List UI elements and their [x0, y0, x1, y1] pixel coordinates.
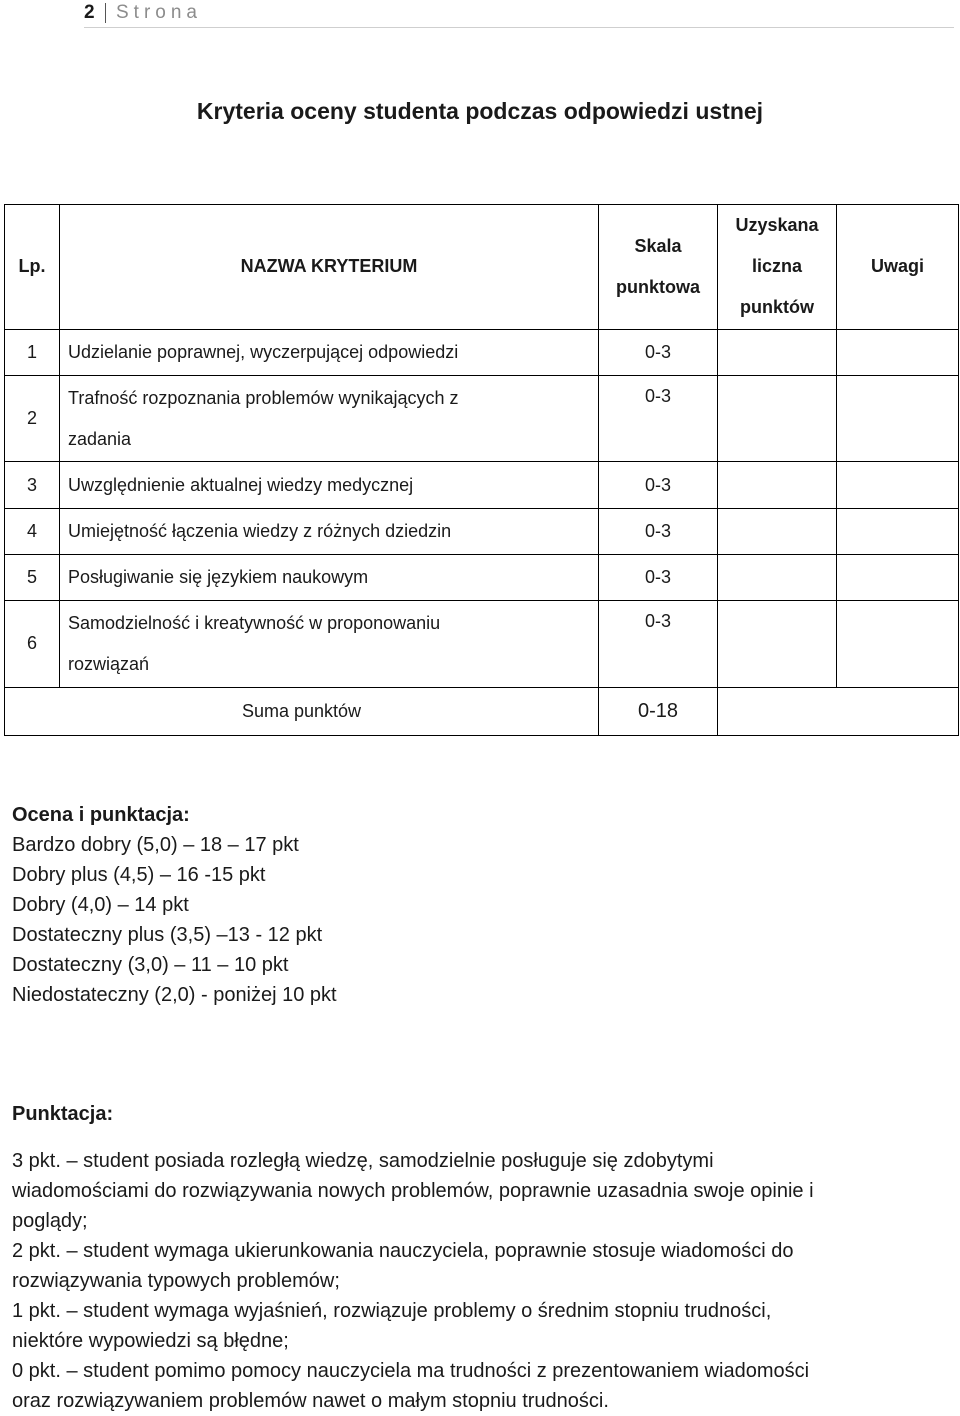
header-scale-line2: punktowa: [616, 276, 700, 297]
points-line: wiadomościami do rozwiązywania nowych problemów, poprawnie uzasadnia swoje opinie i: [12, 1180, 814, 1202]
row-criterion: Uwzględnienie aktualnej wiedzy medycznej: [60, 462, 599, 508]
points-line: niektóre wypowiedzi są błędne;: [12, 1330, 289, 1352]
row-obtained: [718, 329, 837, 375]
sum-label: Suma punktów: [5, 687, 599, 735]
row-criterion-line1: Trafność rozpoznania problemów wynikających z: [68, 387, 459, 408]
points-line: 2 pkt. – student wymaga ukierunkowania nauczyciela, poprawnie stosuje wiadomości do: [12, 1240, 794, 1262]
criteria-table: [4, 204, 959, 736]
row-criterion: [60, 601, 599, 687]
header-rule: [84, 27, 954, 28]
grading-heading: Ocena i punktacja:: [12, 804, 190, 826]
row-criterion-line2: rozwiązań: [68, 653, 150, 674]
row-criterion: [60, 375, 599, 461]
page-header: [84, 0, 954, 28]
row-lp: 1: [5, 329, 60, 375]
page-number: 2: [84, 2, 95, 23]
grading-line: Dostateczny (3,0) – 11 – 10 pkt: [12, 954, 289, 976]
points-description: [12, 1146, 942, 1416]
header-scale-line1: Skala: [634, 235, 682, 256]
table-row: [5, 601, 959, 687]
row-notes: [837, 375, 959, 461]
header-lp: Lp.: [5, 205, 60, 330]
document-title: Kryteria oceny studenta podczas odpowiedzi ustnej: [196, 98, 764, 124]
points-line: rozwiązywania typowych problemów;: [12, 1270, 340, 1292]
row-criterion: Posługiwanie się językiem naukowym: [60, 554, 599, 600]
row-scale: 0-3: [599, 508, 718, 554]
page-label: Strona: [116, 2, 202, 23]
points-line: oraz rozwiązywaniem problemów nawet o małym stopniu trudności.: [12, 1390, 609, 1412]
table-row: [5, 329, 959, 375]
table-sum-row: [5, 687, 959, 735]
header-obtained-line2: liczna: [751, 256, 803, 277]
row-obtained: [718, 375, 837, 461]
row-criterion: Udzielanie poprawnej, wyczerpującej odpowiedzi: [60, 329, 599, 375]
table-row: [5, 554, 959, 600]
table-header-row: [5, 205, 959, 330]
points-heading: Punktacja:: [12, 1103, 114, 1125]
sum-obtained: [718, 687, 959, 735]
header-obtained-line1: Uzyskana: [735, 215, 819, 236]
row-criterion: Umiejętność łączenia wiedzy z różnych dziedzin: [60, 508, 599, 554]
row-obtained: [718, 554, 837, 600]
header-separator: [105, 3, 106, 23]
points-line: 1 pkt. – student wymaga wyjaśnień, rozwiązuje problemy o średnim stopniu trudności,: [12, 1300, 772, 1322]
row-notes: [837, 462, 959, 508]
row-notes: [837, 601, 959, 687]
row-obtained: [718, 508, 837, 554]
row-scale: 0-3: [599, 375, 718, 461]
grading-line: Dostateczny plus (3,5) –13 - 12 pkt: [12, 924, 323, 946]
row-lp: 3: [5, 462, 60, 508]
row-scale: 0-3: [599, 462, 718, 508]
row-criterion-line2: zadania: [68, 428, 132, 449]
row-scale: 0-3: [599, 554, 718, 600]
row-obtained: [718, 601, 837, 687]
row-notes: [837, 508, 959, 554]
row-lp: 5: [5, 554, 60, 600]
sum-value: 0-18: [599, 687, 718, 735]
points-line: poglądy;: [12, 1210, 88, 1232]
grading-scale: [12, 800, 337, 1010]
row-lp: 4: [5, 508, 60, 554]
row-scale: 0-3: [599, 601, 718, 687]
header-scale: [599, 205, 718, 330]
grading-line: Bardzo dobry (5,0) – 18 – 17 pkt: [12, 834, 299, 856]
row-criterion-line1: Samodzielność i kreatywność w proponowaniu: [68, 612, 441, 633]
header-obtained: [718, 205, 837, 330]
header-obtained-line3: punktów: [740, 297, 814, 318]
points-line: 3 pkt. – student posiada rozległą wiedzę, samodzielnie posługuje się zdobytymi: [12, 1150, 714, 1172]
grading-line: Dobry (4,0) – 14 pkt: [12, 894, 189, 916]
header-criterion-name: NAZWA KRYTERIUM: [60, 205, 599, 330]
points-line: 0 pkt. – student pomimo pomocy nauczyciela ma trudności z prezentowaniem wiadomości: [12, 1360, 810, 1382]
row-obtained: [718, 462, 837, 508]
row-notes: [837, 329, 959, 375]
grading-line: Niedostateczny (2,0) - poniżej 10 pkt: [12, 984, 337, 1006]
table-row: [5, 375, 959, 461]
grading-line: Dobry plus (4,5) – 16 -15 pkt: [12, 864, 266, 886]
row-lp: 2: [5, 375, 60, 461]
row-scale: 0-3: [599, 329, 718, 375]
row-lp: 6: [5, 601, 60, 687]
table-row: [5, 462, 959, 508]
table-row: [5, 508, 959, 554]
header-notes: Uwagi: [837, 205, 959, 330]
row-notes: [837, 554, 959, 600]
